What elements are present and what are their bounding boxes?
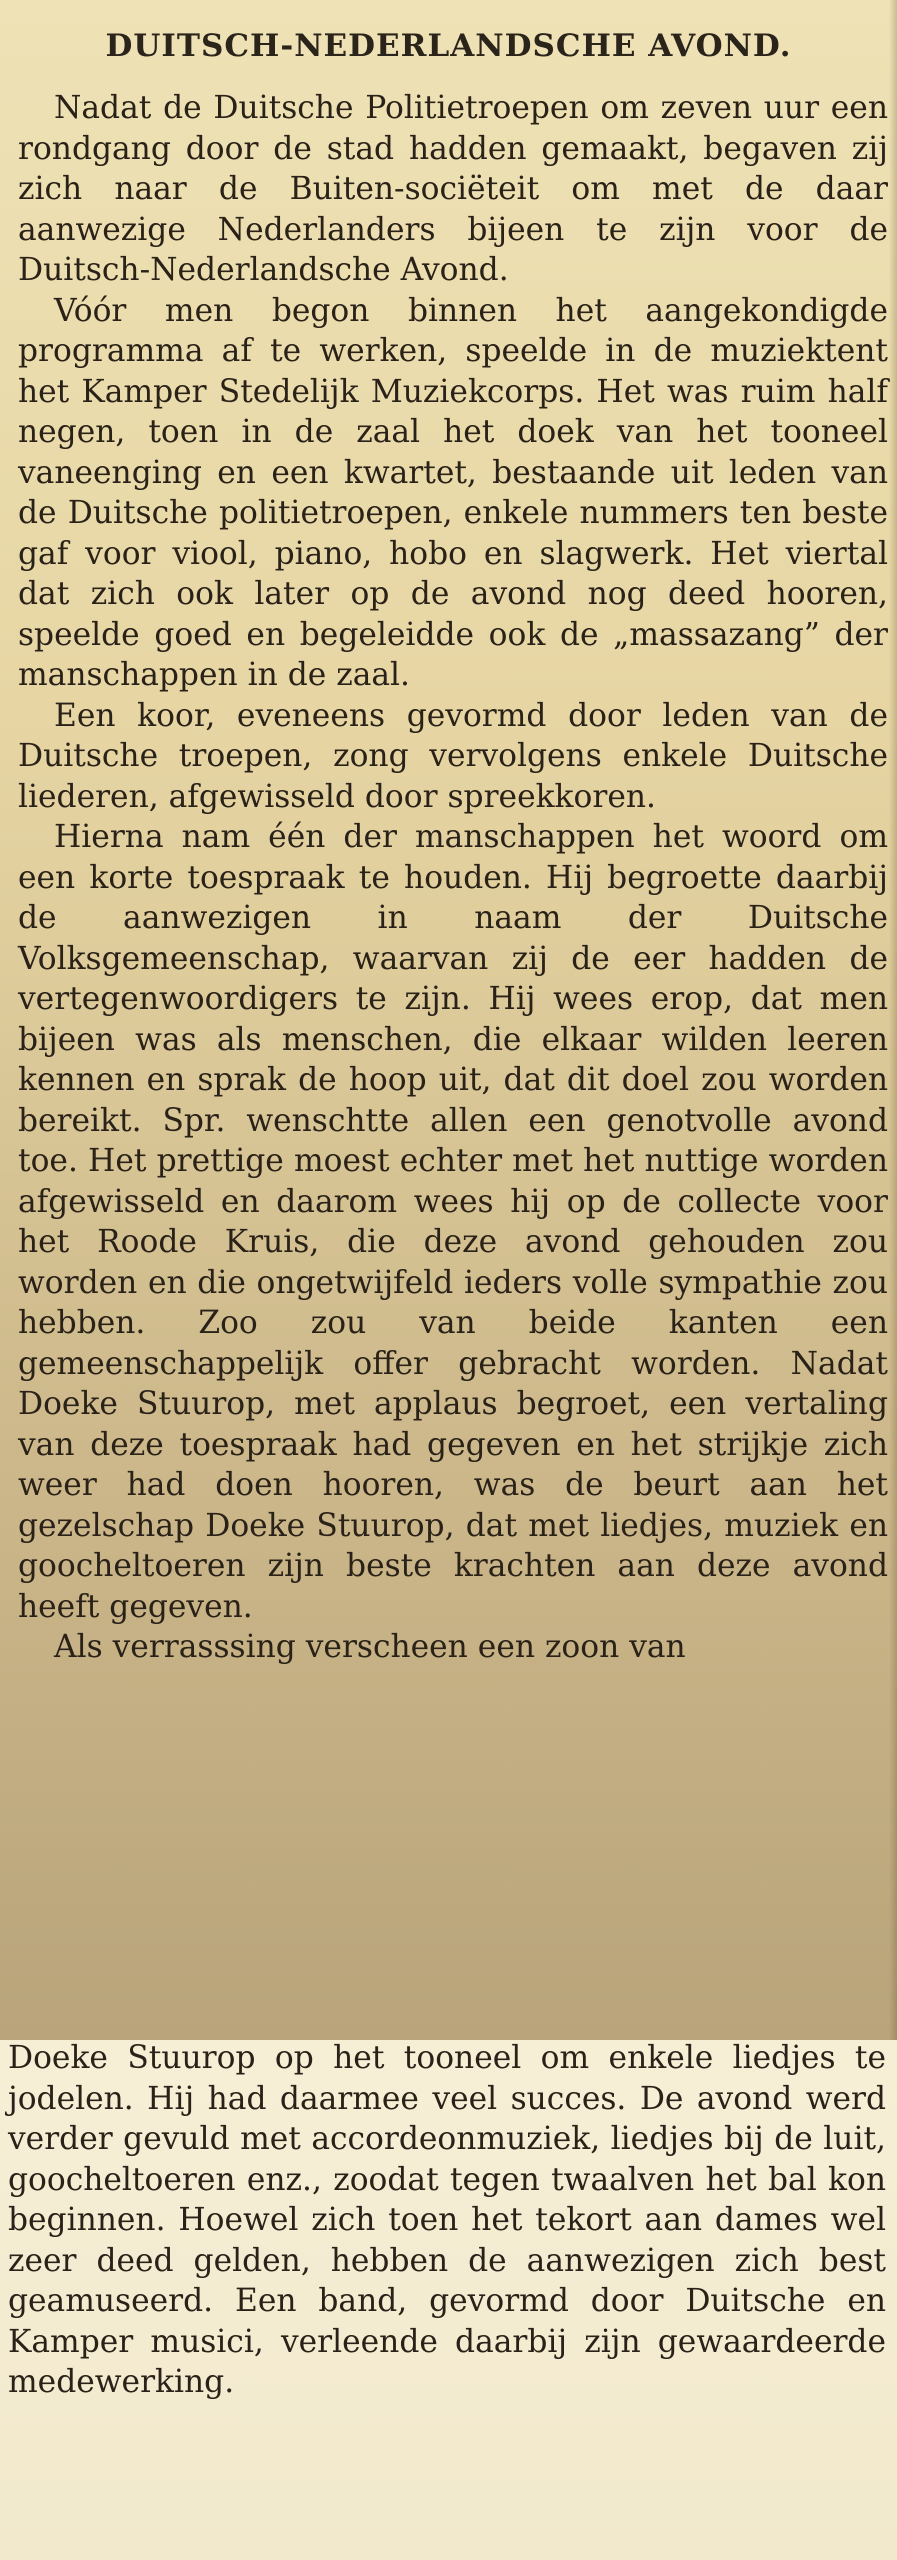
paragraph-1: Nadat de Duitsche Politietroepen om zeven uur een rondgang door de stad hadden gemaakt, begaven zij zich naar de Buiten-sociëteit om met de daar aanwezige Nederlanders bijeen te zijn voor de Duitsch-Nederlandsche Avond. xyxy=(18,90,888,288)
paragraph-4: Hierna nam één der manschappen het woord om een korte toespraak te houden. Hij begroette daarbij de aanwezigen in naam der Duitsche Volksgemeenschap, waarvan zij de eer hadden de vertegenwoordigers te zijn. Hij wees erop, dat men bijeen was als menschen, die elkaar wilden leeren kennen en sprak de hoop uit, dat dit doel zou worden bereikt. Spr. wenschtte allen een genotvolle avond toe. Het prettige moest echter met het nuttige worden afgewisseld en daarom wees hij op de collecte voor het Roode Kruis, die deze avond gehouden zou worden en die ongetwijfeld ieders volle sympathie zou hebben. Zoo zou van beide kanten een gemeenschappelijk offer gebracht worden. Nadat Doeke Stuurop, met applaus begroet, een vertaling van deze toespraak had gegeven en het strijkje zich weer had doen hooren, was de beurt aan het gezelschap Doeke Stuurop, dat met liedjes, muziek en goocheltoeren zijn beste krachten aan deze avond heeft gegeven. xyxy=(18,819,888,1625)
paper-edge-shadow xyxy=(889,0,897,2040)
article-headline: DUITSCH-NEDERLANDSCHE AVOND. xyxy=(105,28,792,64)
paragraph-5: Als verrasssing verscheen een zoon van xyxy=(54,1629,686,1665)
continuation-paragraph: Doeke Stuurop op het tooneel om enkele liedjes te jodelen. Hij had daarmee veel succes. De avond werd verder gevuld met accordeonmuziek, liedjes bij de luit, goocheltoeren enz., zoodat tegen twaalven het bal kon beginnen. Hoewel zich toen het tekort aan dames wel zeer deed gelden, hebben de aanwezigen zich best geamuseerd. Een band, gevormd door Duitsche en Kamper musici, verleende daarbij zijn gewaardeerde medewerking. xyxy=(8,2040,886,2400)
article-continuation xyxy=(8,2038,886,2403)
article-body xyxy=(18,88,888,1668)
paragraph-3: Een koor, eveneens gevormd door leden van de Duitsche troepen, zong vervolgens enkele Duitsche liederen, afgewisseld door spreekkoren. xyxy=(18,697,888,815)
paragraph-2: Vóór men begon binnen het aangekondigde programma af te werken, speelde in de muziektent het Kamper Stedelijk Muziekcorps. Het was ruim half negen, toen in de zaal het doek van het tooneel vaneenging en een kwartet, bestaande uit leden van de Duitsche politietroepen, enkele nummers ten beste gaf voor viool, piano, hobo en slagwerk. Het viertal dat zich ook later op de avond nog deed hooren, speelde goed en begeleidde ook de „massazang” der manschappen in de zaal. xyxy=(18,292,888,693)
